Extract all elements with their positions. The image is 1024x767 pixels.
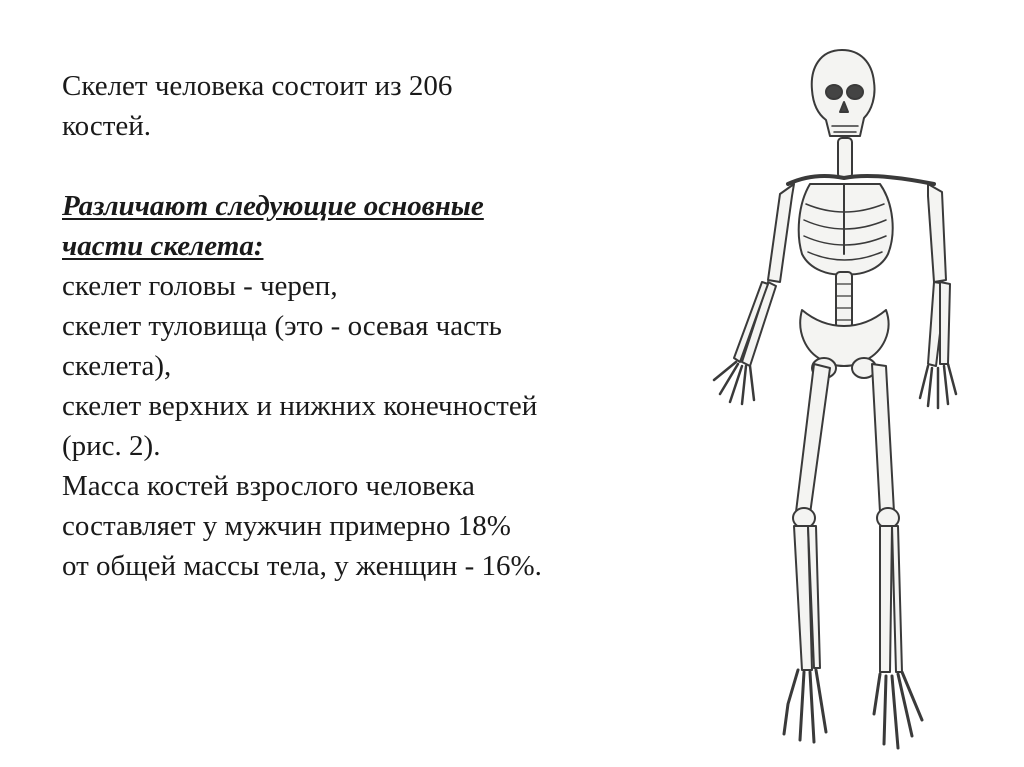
part-trunk: скелет туловища (это - осевая часть: [62, 310, 502, 342]
mass-line-3: от общей массы тела, у женщин - 16%.: [62, 550, 542, 582]
part-limbs-ref: (рис. 2).: [62, 430, 161, 462]
intro-line-2: костей.: [62, 110, 152, 142]
left-femur: [796, 364, 830, 514]
part-head: скелет головы - череп,: [62, 270, 338, 302]
slide-text: [62, 66, 662, 586]
heading-line-1: Различают следующие основные: [62, 190, 484, 222]
skeleton-illustration: [684, 44, 964, 756]
mass-line-2: составляет у мужчин примерно 18%: [62, 510, 511, 542]
part-limbs: скелет верхних и нижних конечностей: [62, 390, 538, 422]
heading-line-2: части скелета:: [62, 230, 264, 262]
part-trunk-cont: скелета),: [62, 350, 172, 382]
paragraph-spacer: [62, 146, 662, 186]
skull: [812, 50, 875, 136]
intro-line-1: Скелет человека состоит из 206: [62, 70, 453, 102]
mass-line-1: Масса костей взрослого человека: [62, 470, 475, 502]
skeleton-icon: [684, 44, 964, 756]
right-femur: [872, 364, 894, 512]
